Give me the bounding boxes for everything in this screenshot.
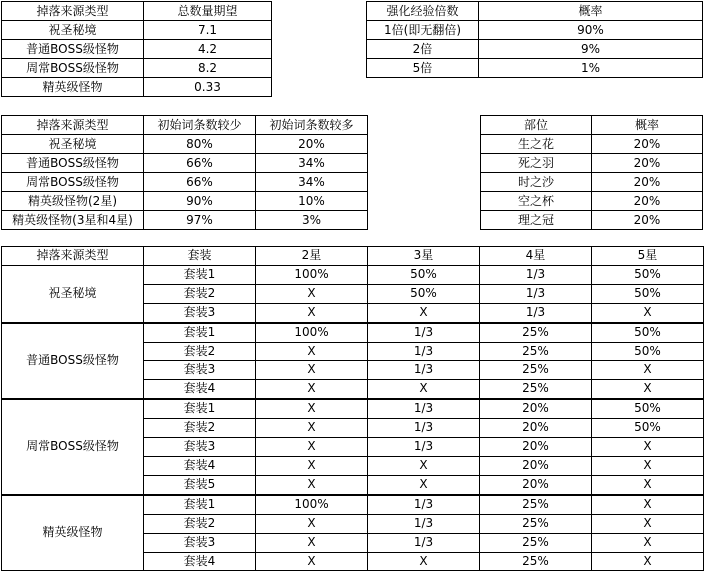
table-cell: 20%	[592, 135, 703, 154]
table-cell: 25%	[480, 533, 592, 552]
table-cell: 25%	[480, 342, 592, 361]
table-cell: 50%	[368, 265, 480, 284]
table-cell: 1/3	[368, 323, 480, 342]
table-header-row	[2, 116, 368, 135]
table-cell: 25%	[480, 323, 592, 342]
header-cell: 5星	[592, 247, 704, 266]
header-cell: 套装	[144, 247, 256, 266]
table-row	[2, 265, 704, 284]
table-cell: X	[256, 284, 368, 303]
table-cell: X	[256, 361, 368, 380]
table-cell: X	[256, 380, 368, 399]
table-row	[481, 192, 703, 211]
table-row	[2, 40, 272, 59]
table-cell: 66%	[144, 154, 256, 173]
table-cell: 时之沙	[481, 173, 592, 192]
table-cell: 90%	[479, 21, 703, 40]
header-cell: 掉落来源类型	[2, 116, 144, 135]
table-row	[367, 21, 703, 40]
source-group-cell: 周常BOSS级怪物	[2, 399, 144, 495]
table-cell: X	[592, 361, 704, 380]
table-cell: 20%	[480, 475, 592, 494]
table-cell: X	[592, 456, 704, 475]
table-row	[2, 21, 272, 40]
table-cell: 套装3	[144, 361, 256, 380]
table-cell: 2倍	[367, 40, 479, 59]
table-cell: 套装2	[144, 284, 256, 303]
table-cell: 25%	[480, 514, 592, 533]
table-cell: X	[256, 456, 368, 475]
table-cell: 25%	[480, 495, 592, 514]
table-cell: 4.2	[144, 40, 272, 59]
table-row	[367, 40, 703, 59]
table-cell: 1/3	[480, 265, 592, 284]
table-cell: X	[256, 419, 368, 438]
table-cell: 死之羽	[481, 154, 592, 173]
table-cell: 套装2	[144, 419, 256, 438]
table-cell: 祝圣秘境	[2, 135, 144, 154]
header-cell: 概率	[479, 2, 703, 21]
table-cell: 100%	[256, 323, 368, 342]
table-cell: 1/3	[480, 284, 592, 303]
table-cell: 1倍(即无翻倍)	[367, 21, 479, 40]
table-cell: 0.33	[144, 78, 272, 97]
header-cell: 掉落来源类型	[2, 2, 144, 21]
table-row	[2, 173, 368, 192]
table-cell: X	[256, 552, 368, 571]
table-cell: 5倍	[367, 59, 479, 78]
table-cell: 普通BOSS级怪物	[2, 154, 144, 173]
table-cell: 50%	[592, 323, 704, 342]
table-cell: 50%	[592, 284, 704, 303]
table-cell: X	[592, 303, 704, 322]
table-cell: 1/3	[368, 438, 480, 457]
table-cell: 理之冠	[481, 211, 592, 230]
table-cell: 套装1	[144, 495, 256, 514]
table-cell: 8.2	[144, 59, 272, 78]
table-cell: 套装2	[144, 342, 256, 361]
table-cell: 20%	[592, 192, 703, 211]
table-cell: 套装1	[144, 399, 256, 418]
table-cell: 10%	[256, 192, 368, 211]
table-row	[2, 211, 368, 230]
table-cell: 20%	[592, 211, 703, 230]
table-cell: X	[256, 514, 368, 533]
table-cell: 套装4	[144, 552, 256, 571]
table-row	[2, 399, 704, 418]
table-cell: 50%	[592, 399, 704, 418]
table-cell: X	[368, 475, 480, 494]
table-cell: 25%	[480, 552, 592, 571]
table-cell: X	[256, 438, 368, 457]
table-cell: 套装4	[144, 456, 256, 475]
table-row	[481, 173, 703, 192]
table-cell: 25%	[480, 380, 592, 399]
table-cell: 1/3	[368, 514, 480, 533]
table-cell: X	[592, 438, 704, 457]
exp-multiplier-table	[366, 1, 703, 78]
table-row	[2, 78, 272, 97]
table-cell: X	[368, 456, 480, 475]
table-row	[2, 59, 272, 78]
table-cell: 20%	[592, 154, 703, 173]
table-cell: 97%	[144, 211, 256, 230]
table-cell: X	[592, 380, 704, 399]
table-cell: 1/3	[368, 361, 480, 380]
table-cell: 套装2	[144, 514, 256, 533]
set-rarity-table	[1, 246, 704, 571]
table-header-row	[2, 2, 272, 21]
table-cell: 80%	[144, 135, 256, 154]
table-cell: 1/3	[368, 495, 480, 514]
table-cell: X	[592, 475, 704, 494]
table-cell: 1/3	[368, 419, 480, 438]
source-group-cell: 祝圣秘境	[2, 265, 144, 322]
header-cell: 2星	[256, 247, 368, 266]
table-cell: 1/3	[480, 303, 592, 322]
table-header-row	[367, 2, 703, 21]
table-cell: 套装3	[144, 438, 256, 457]
table-cell: 1%	[479, 59, 703, 78]
table-header-row	[481, 116, 703, 135]
header-cell: 强化经验倍数	[367, 2, 479, 21]
table-cell: X	[592, 495, 704, 514]
table-cell: 7.1	[144, 21, 272, 40]
table-cell: X	[592, 552, 704, 571]
table-cell: 精英级怪物	[2, 78, 144, 97]
header-cell: 概率	[592, 116, 703, 135]
initial-substat-table	[1, 115, 368, 230]
header-cell: 部位	[481, 116, 592, 135]
table-cell: 普通BOSS级怪物	[2, 40, 144, 59]
header-cell: 初始词条数较多	[256, 116, 368, 135]
slot-probability-table	[480, 115, 703, 230]
table-cell: 祝圣秘境	[2, 21, 144, 40]
table-cell: X	[256, 399, 368, 418]
table-row	[2, 323, 704, 342]
table-cell: 套装3	[144, 533, 256, 552]
header-cell: 掉落来源类型	[2, 247, 144, 266]
table-cell: 套装1	[144, 323, 256, 342]
table-cell: X	[368, 380, 480, 399]
table-row	[2, 192, 368, 211]
table-cell: 20%	[256, 135, 368, 154]
table-cell: 3%	[256, 211, 368, 230]
table-cell: 精英级怪物(2星)	[2, 192, 144, 211]
table-cell: 50%	[592, 419, 704, 438]
table-cell: 套装3	[144, 303, 256, 322]
table-header-row	[2, 247, 704, 266]
table-cell: 9%	[479, 40, 703, 59]
table-cell: 套装5	[144, 475, 256, 494]
table-cell: 50%	[368, 284, 480, 303]
table-cell: 100%	[256, 265, 368, 284]
source-group-cell: 普通BOSS级怪物	[2, 323, 144, 400]
table-row	[2, 495, 704, 514]
table-cell: 20%	[480, 456, 592, 475]
table-cell: X	[256, 533, 368, 552]
table-cell: 34%	[256, 154, 368, 173]
table-cell: 周常BOSS级怪物	[2, 173, 144, 192]
header-cell: 3星	[368, 247, 480, 266]
header-cell: 总数量期望	[144, 2, 272, 21]
table-cell: 周常BOSS级怪物	[2, 59, 144, 78]
source-group-cell: 精英级怪物	[2, 495, 144, 571]
table-cell: 空之杯	[481, 192, 592, 211]
table-cell: X	[256, 342, 368, 361]
table-cell: 1/3	[368, 342, 480, 361]
table-cell: X	[592, 533, 704, 552]
table-cell: X	[592, 514, 704, 533]
table-cell: 套装1	[144, 265, 256, 284]
table-cell: 20%	[480, 419, 592, 438]
table-cell: X	[368, 552, 480, 571]
table-cell: 25%	[480, 361, 592, 380]
table-row	[481, 135, 703, 154]
table-cell: 20%	[480, 438, 592, 457]
table-cell: 90%	[144, 192, 256, 211]
table-cell: X	[256, 475, 368, 494]
table-row	[481, 154, 703, 173]
table-cell: 66%	[144, 173, 256, 192]
table-row	[481, 211, 703, 230]
table-cell: 34%	[256, 173, 368, 192]
table-cell: 20%	[480, 399, 592, 418]
table-cell: 精英级怪物(3星和4星)	[2, 211, 144, 230]
table-cell: 1/3	[368, 399, 480, 418]
table-row	[2, 135, 368, 154]
table-cell: 50%	[592, 265, 704, 284]
table-cell: 20%	[592, 173, 703, 192]
header-cell: 初始词条数较少	[144, 116, 256, 135]
table-cell: X	[256, 303, 368, 322]
header-cell: 4星	[480, 247, 592, 266]
table-cell: X	[368, 303, 480, 322]
table-row	[2, 154, 368, 173]
table-cell: 50%	[592, 342, 704, 361]
expected-drop-count-table	[1, 1, 272, 97]
table-cell: 1/3	[368, 533, 480, 552]
table-cell: 套装4	[144, 380, 256, 399]
table-cell: 生之花	[481, 135, 592, 154]
table-row	[367, 59, 703, 78]
table-cell: 100%	[256, 495, 368, 514]
